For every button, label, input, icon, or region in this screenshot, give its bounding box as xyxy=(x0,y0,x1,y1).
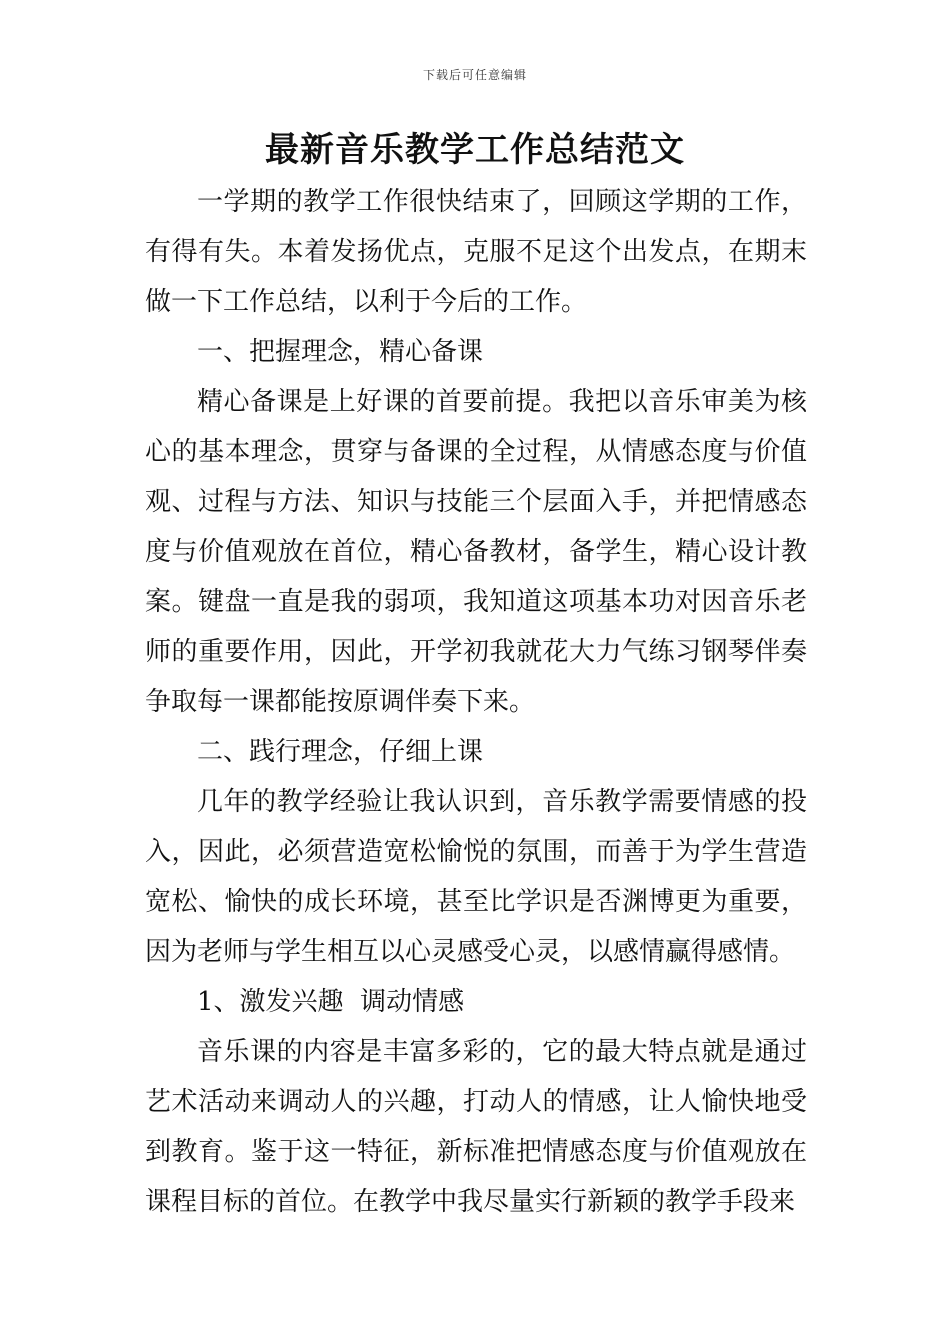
paragraph-teaching-experience: 几年的教学经验让我认识到，音乐教学需要情感的投入，因此，必须营造宽松愉悦的氛围，而善于为学生营造宽松、愉快的成长环境，甚至比学识是否渊博更为重要，因为老师与学生相互以心灵感受心灵，以感情赢得感情。 xyxy=(145,787,807,967)
subsection-heading-1: 1、激发兴趣 调动情感 xyxy=(197,987,465,1017)
section-heading-2: 二、践行理念，仔细上课 xyxy=(197,737,484,767)
document-body xyxy=(145,177,807,1227)
document-title: 最新音乐教学工作总结范文 xyxy=(265,130,685,170)
section-heading-1: 一、把握理念，精心备课 xyxy=(197,337,484,367)
paragraph-intro: 一学期的教学工作很快结束了，回顾这学期的工作，有得有失。本着发扬优点，克服不足这个出发点，在期末做一下工作总结，以利于今后的工作。 xyxy=(145,187,807,317)
paragraph-lesson-prep: 精心备课是上好课的首要前提。我把以音乐审美为核心的基本理念，贯穿与备课的全过程，从情感态度与价值观、过程与方法、知识与技能三个层面入手，并把情感态度与价值观放在首位，精心备教材，备学生，精心设计教案。键盘一直是我的弱项，我知道这项基本功对因音乐老师的重要作用，因此，开学初我就花大力气练习钢琴伴奏争取每一课都能按原调伴奏下来。 xyxy=(145,387,807,717)
header-note: 下载后可任意编辑 xyxy=(422,68,527,82)
paragraph-interest: 音乐课的内容是丰富多彩的，它的最大特点就是通过艺术活动来调动人的兴趣，打动人的情感，让人愉快地受到教育。鉴于这一特征，新标准把情感态度与价值观放在课程目标的首位。在教学中我尽量实行新颖的教学手段来 xyxy=(145,1037,807,1217)
